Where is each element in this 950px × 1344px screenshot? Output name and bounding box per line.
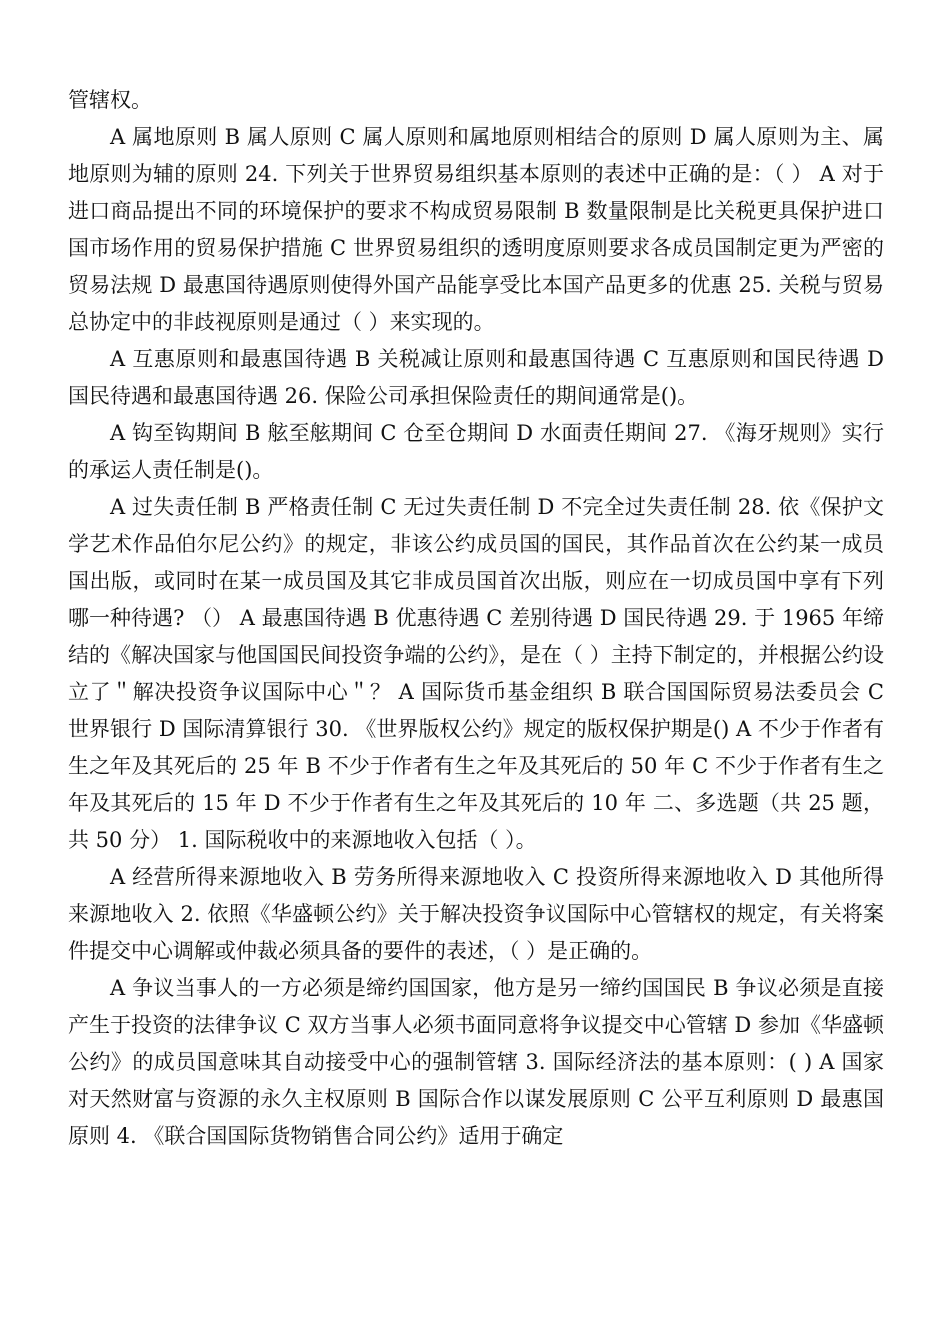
paragraph-multi3-4: A 争议当事人的一方必须是缔约国国家，他方是另一缔约国国民 B 争议必须是直接产生于投资的法律争议 C 双方当事人必须书面同意将争议提交中心管辖 D 参加《华盛顿公约》的成员国意味其自动接受中心的强制管辖 3. 国际经济法的基本原则：( ) A 国家对天然财富与资源的永久主权原则 B 国际合作以谋发展原则 C 公平互利原则 D 最惠国原则 4. 《联合国国际货物销售合同公约》适用于确定 [68, 976, 884, 1148]
paragraph-multi2: A 经营所得来源地收入 B 劳务所得来源地收入 C 投资所得来源地收入 D 其他所得来源地收入 2. 依照《华盛顿公约》关于解决投资争议国际中心管辖权的规定，有关将案件提交中心调解或仲裁必须具备的要件的表述，（ ）是正确的。 [68, 865, 884, 963]
paragraph-q24-25: A 属地原则 B 属人原则 C 属人原则和属地原则相结合的原则 D 属人原则为主、属地原则为辅的原则 24. 下列关于世界贸易组织基本原则的表述中正确的是：（ ） A 对于进口商品提出不同的环境保护的要求不构成贸易限制 B 数量限制是比关税更具保护进口国市场作用的贸易保护措施 C 世界贸易组织的透明度原则要求各成员国制定更为严密的贸易法规 D 最惠国待遇原则使得外国产品能享受比本国产品更多的优惠 25. 关税与贸易总协定中的非歧视原则是通过（ ）来实现的。 [68, 125, 884, 334]
paragraph-q26: A 互惠原则和最惠国待遇 B 关税减让原则和最惠国待遇 C 互惠原则和国民待遇 D 国民待遇和最惠国待遇 26. 保险公司承担保险责任的期间通常是()。 [68, 347, 884, 408]
document-body [68, 82, 884, 1155]
paragraph-q28-30-multi1: A 过失责任制 B 严格责任制 C 无过失责任制 D 不完全过失责任制 28. 依《保护文学艺术作品伯尔尼公约》的规定，非该公约成员国的国民，其作品首次在公约某一成员国出版，或同时在某一成员国及其它非成员国首次出版，则应在一切成员国中享有下列哪一种待遇? （） A 最惠国待遇 B 优惠待遇 C 差别待遇 D 国民待遇 29. 于 1965 年缔结的《解决国家与他国国民间投资争端的公约》，是在（ ）主持下制定的，并根据公约设立了＂解决投资争议国际中心＂？ A 国际货币基金组织 B 联合国国际贸易法委员会 C 世界银行 D 国际清算银行 30. 《世界版权公约》规定的版权保护期是() A 不少于作者有生之年及其死后的 25 年 B 不少于作者有生之年及其死后的 50 年 C 不少于作者有生之年及其死后的 15 年 D 不少于作者有生之年及其死后的 10 年 二、多选题（共 25 题，共 50 分） 1. 国际税收中的来源地收入包括（ ）。 [68, 495, 884, 852]
paragraph-q27: A 钩至钩期间 B 舷至舷期间 C 仓至仓期间 D 水面责任期间 27. 《海牙规则》实行的承运人责任制是()。 [68, 421, 884, 482]
paragraph-continuation: 管辖权。 [68, 88, 152, 112]
